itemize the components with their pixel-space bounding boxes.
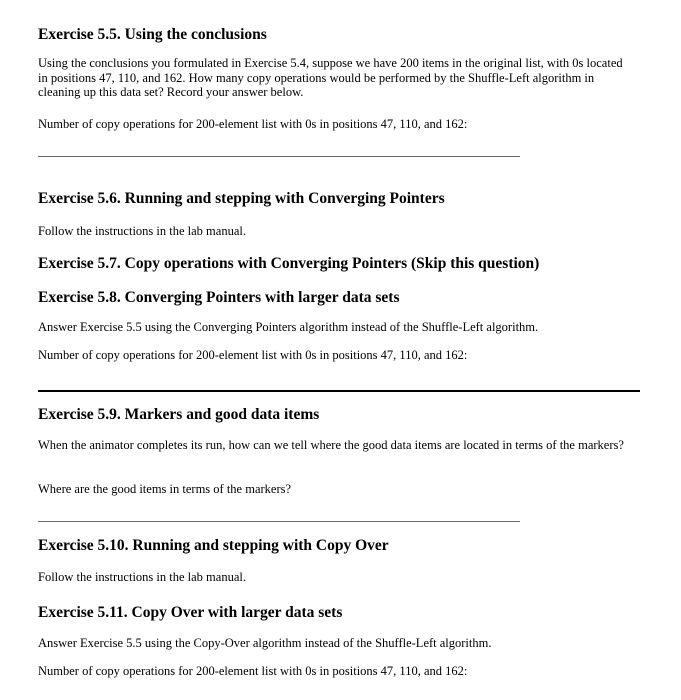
exercise-5-9-prompt: Where are the good items in terms of the markers? bbox=[38, 482, 292, 496]
exercise-5-6-body: Follow the instructions in the lab manual. bbox=[38, 224, 246, 238]
exercise-5-11-body: Answer Exercise 5.5 using the Copy-Over algorithm instead of the Shuffle-Left algorithm. bbox=[38, 636, 492, 650]
exercise-5-11-heading: Exercise 5.11. Copy Over with larger data sets bbox=[38, 604, 343, 621]
exercise-5-9-body: When the animator completes its run, how can we tell where the good data items are located in terms of the markers? bbox=[38, 438, 624, 452]
exercise-5-10-body: Follow the instructions in the lab manual. bbox=[38, 570, 246, 584]
exercise-5-8-prompt: Number of copy operations for 200-element list with 0s in positions 47, 110, and 162: bbox=[38, 348, 468, 362]
exercise-5-9-answer-line[interactable] bbox=[38, 521, 520, 522]
exercise-5-8-body: Answer Exercise 5.5 using the Converging Pointers algorithm instead of the Shuffle-Left algorithm. bbox=[38, 320, 539, 334]
exercise-5-5-heading: Exercise 5.5. Using the conclusions bbox=[38, 26, 267, 43]
exercise-5-5-body: Using the conclusions you formulated in Exercise 5.4, suppose we have 200 items in the original list, with 0s located in positions 47, 110, and 162. How many copy operations would be performed by the Shuffle-Left algorithm in cleaning up this data set? Record your answer below. bbox=[38, 56, 623, 99]
exercise-5-5-answer-line[interactable] bbox=[38, 156, 520, 157]
exercise-5-9-heading: Exercise 5.9. Markers and good data items bbox=[38, 406, 320, 423]
exercise-5-11-prompt: Number of copy operations for 200-element list with 0s in positions 47, 110, and 162: bbox=[38, 664, 468, 678]
exercise-5-10-heading: Exercise 5.10. Running and stepping with Copy Over bbox=[38, 537, 389, 554]
exercise-5-8-heading: Exercise 5.8. Converging Pointers with larger data sets bbox=[38, 289, 400, 306]
exercise-5-8-answer-line[interactable] bbox=[38, 390, 640, 392]
exercise-5-7-heading: Exercise 5.7. Copy operations with Converging Pointers (Skip this question) bbox=[38, 255, 540, 272]
exercise-5-5-prompt: Number of copy operations for 200-element list with 0s in positions 47, 110, and 162: bbox=[38, 117, 468, 131]
exercise-5-6-heading: Exercise 5.6. Running and stepping with Converging Pointers bbox=[38, 190, 445, 207]
